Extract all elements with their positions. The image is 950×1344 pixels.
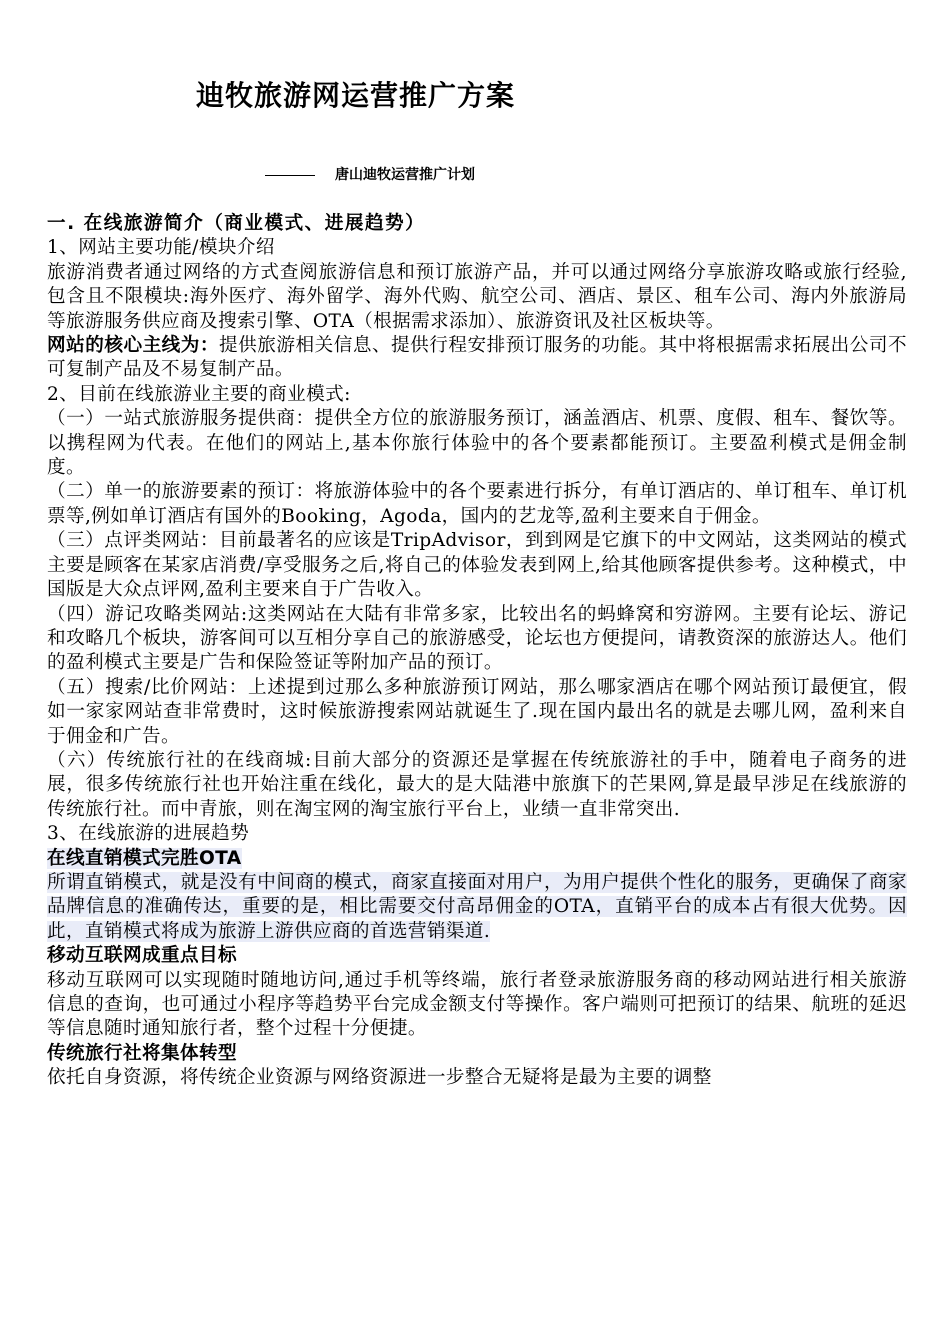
document-subtitle (265, 164, 475, 184)
trend-body-text: 所谓直销模式，就是没有中间商的模式，商家直接面对用户，为用户提供个性化的服务，更确保了商家品牌信息的准确传达，重要的是，相比需要交付高昂佣金的OTA，直销平台的成本占有很大优势。因此，直销模式将成为旅游上游供应商的首选营销渠道. (47, 871, 907, 942)
trend-paragraph (47, 871, 907, 944)
core-paragraph (47, 334, 907, 383)
trend-title (47, 847, 907, 871)
core-body: 提供旅游相关信息、提供行程安排预订服务的功能。其中将根据需求拓展出公司不可复制产品及不易复制产品。 (47, 335, 907, 381)
trend-paragraph: 移动互联网可以实现随时随地访问,通过手机等终端，旅行者登录旅游服务商的移动网站进行相关旅游信息的查询，也可通过小程序等趋势平台完成金额支付等操作。客户端则可把预订的结果、航班的延迟等信息随时通知旅行者，整个过程十分便捷。 (47, 969, 907, 1040)
business-model-item: （六）传统旅行社的在线商城:目前大部分的资源还是掌握在传统旅游社的手中，随着电子商务的进展，很多传统旅行社也开始注重在线化，最大的是大陆港中旅旗下的芒果网,算是最早涉足在线旅游的传统旅行社。而中青旅，则在淘宝网的淘宝旅行平台上，业绩一直非常突出. (47, 749, 907, 820)
business-model-item: （三）点评类网站：目前最著名的应该是TripAdvisor，到到网是它旗下的中文网站，这类网站的模式主要是顾客在某家店消费/享受服务之后,将自己的体验发表到网上,给其他顾客提供参考。这种模式，中国版是大众点评网,盈利主要来自于广告收入。 (47, 530, 907, 601)
subsection-heading: 2、目前在线旅游业主要的商业模式: (47, 383, 351, 405)
trend-paragraph: 依托自身资源，将传统企业资源与网络资源进一步整合无疑将是最为主要的调整 (47, 1067, 712, 1089)
section-heading: 一. 在线旅游简介（商业模式、进展趋势） (47, 213, 426, 234)
business-model-item: （一）一站式旅游服务提供商：提供全方位的旅游服务预订，涵盖酒店、机票、度假、租车、餐饮等。以携程网为代表。在他们的网站上,基本你旅行体验中的各个要素都能预订。主要盈利模式是佣金制度。 (47, 408, 907, 479)
document-body (47, 212, 907, 1091)
business-model-item: （四）游记攻略类网站:这类网站在大陆有非常多家，比较出名的蚂蜂窝和穷游网。主要有论坛、游记和攻略几个板块，游客间可以互相分享自己的旅游感受，论坛也方便提问，请教资深的旅游达人。他们的盈利模式主要是广告和保险签证等附加产品的预订。 (47, 603, 907, 674)
business-model-item: （五）搜索/比价网站：上述提到过那么多种旅游预订网站，那么哪家酒店在哪个网站预订最便宜，假如一家家网站查非常费时，这时候旅游搜索网站就诞生了.现在国内最出名的就是去哪儿网，盈利来自于佣金和广告。 (47, 676, 907, 747)
core-label: 网站的核心主线为： (47, 335, 220, 357)
trend-title-text: 在线直销模式完胜OTA (47, 847, 242, 869)
subtitle-dash (265, 175, 315, 176)
subsection-heading: 3、在线旅游的进展趋势 (47, 823, 250, 845)
subtitle-text: 唐山迪牧运营推广计划 (335, 167, 475, 183)
subsection-heading: 1、网站主要功能/模块介绍 (47, 237, 275, 259)
trend-title: 移动互联网成重点目标 (47, 945, 237, 967)
document-title: 迪牧旅游网运营推广方案 (196, 79, 516, 112)
paragraph: 旅游消费者通过网络的方式查阅旅游信息和预订旅游产品，并可以通过网络分享旅游攻略或旅行经验,包含且不限模块:海外医疗、海外留学、海外代购、航空公司、酒店、景区、租车公司、海内外旅游局等旅游服务供应商及搜索引擎、OTA（根据需求添加）、旅游资讯及社区板块等。 (47, 261, 907, 332)
trend-title: 传统旅行社将集体转型 (47, 1042, 237, 1064)
business-model-item: （二）单一的旅游要素的预订：将旅游体验中的各个要素进行拆分，有单订酒店的、单订租车、单订机票等,例如单订酒店有国外的Booking，Agoda，国内的艺龙等,盈利主要来自于佣金。 (47, 481, 907, 527)
